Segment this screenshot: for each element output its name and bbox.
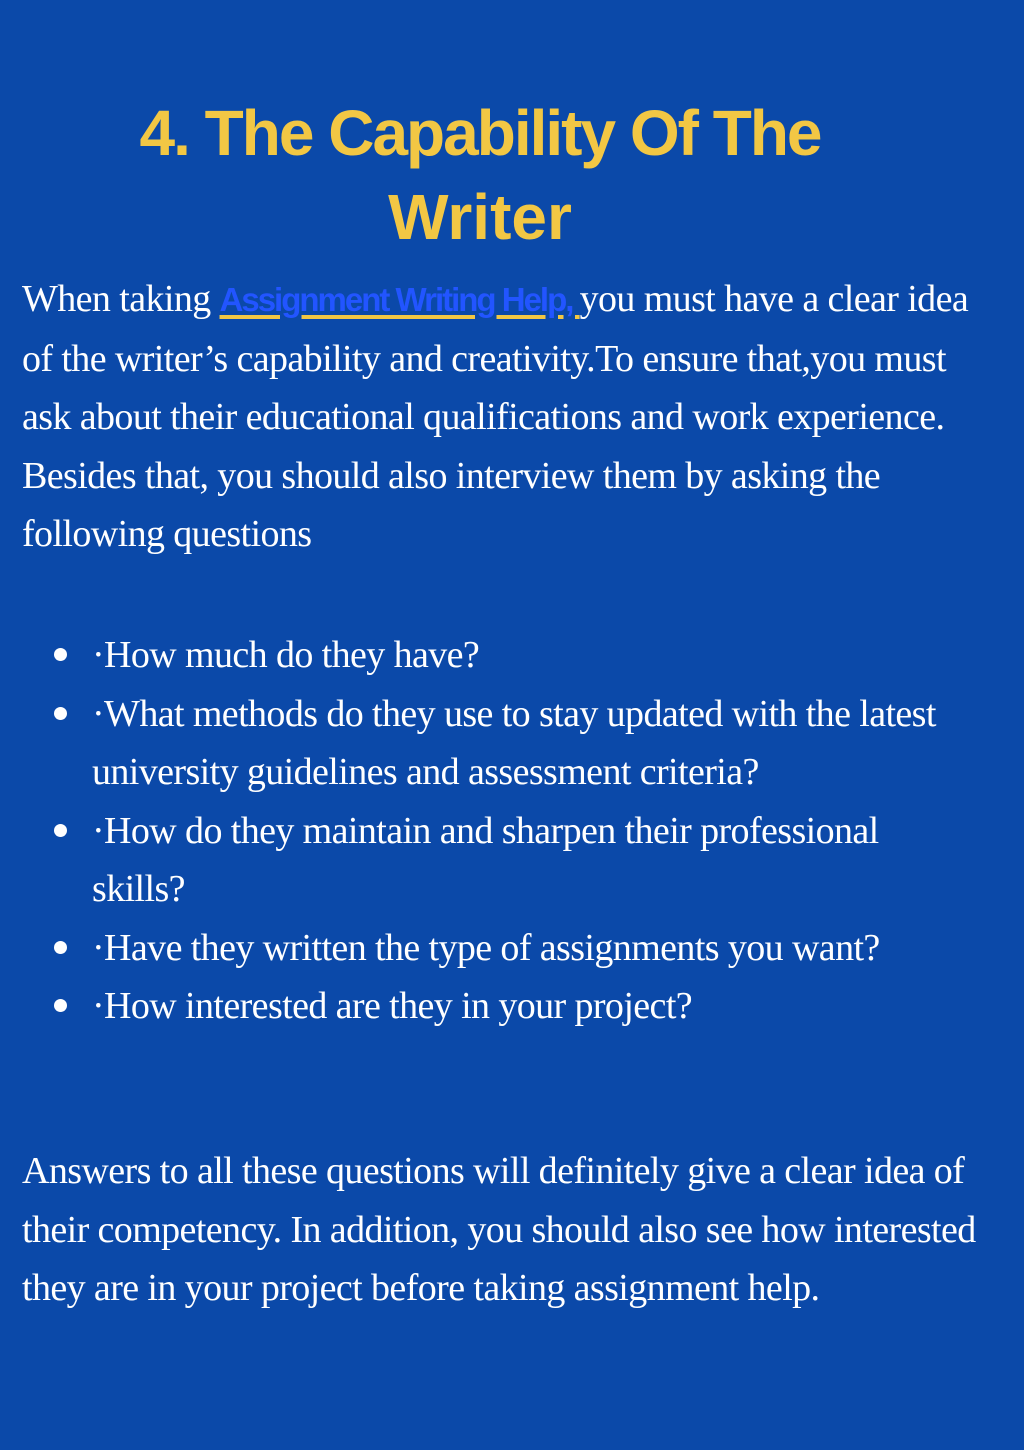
list-item: [0, 919, 952, 978]
intro-text-rest: you must have a clear idea of the writer’s capability and creativity.To ensure that,you must ask about their educational qualifications and work experience. Besides that, you should also interview them by asking the following questions: [22, 278, 969, 555]
list-item: [0, 626, 952, 685]
title-line-2: Writer: [388, 180, 572, 253]
bullet-icon: [54, 824, 67, 837]
assignment-writing-help-link[interactable]: Assignment Writing Help,: [219, 281, 580, 318]
question-text: ·How much do they have?: [92, 634, 480, 676]
questions-list: [0, 626, 1000, 1036]
question-text: ·What methods do they use to stay updated with the latest university guidelines and assessment criteria?: [92, 692, 936, 793]
question-text: ·Have they written the type of assignments you want?: [92, 926, 880, 969]
list-item: [0, 685, 952, 802]
question-text: ·How do they maintain and sharpen their professional skills?: [92, 809, 879, 910]
bullet-icon: [54, 707, 67, 720]
outro-paragraph: Answers to all these questions will definitely give a clear idea of their competency. In addition, you should also see how interested they are in your project before taking assignment help.: [22, 1150, 976, 1309]
bullet-icon: [54, 648, 67, 661]
question-text: ·How interested are they in your project?: [92, 985, 693, 1027]
list-item: [0, 977, 952, 1036]
bullet-icon: [54, 941, 67, 954]
page-title: [0, 91, 960, 259]
intro-text-start: When taking: [22, 278, 220, 320]
title-line-1: 4. The Capability Of The: [139, 96, 821, 169]
bullet-icon: [54, 999, 67, 1012]
intro-paragraph: [22, 270, 982, 564]
list-item: [0, 802, 952, 919]
